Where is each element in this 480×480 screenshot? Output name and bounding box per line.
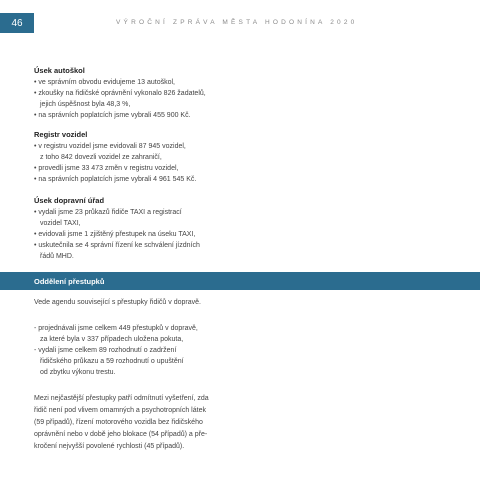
list-item: - projednávali jsme celkem 449 přestupků v dopravě,: [34, 325, 198, 332]
paragraph-line: (59 případů), řízení motorového vozidla bez řidičského: [34, 419, 203, 426]
bullet-line: vozidel TAXI,: [40, 220, 81, 227]
paragraph-line: oprávnění nebo v době jeho blokace (54 případů) a pře-: [34, 431, 208, 438]
bullet-line: • provedli jsme 33 473 změn v registru vozidel,: [34, 165, 179, 172]
running-header: VÝROČNÍ ZPRÁVA MĚSTA HODONÍNA 2020: [116, 19, 358, 26]
bullet-line: • zkoušky na řidičské oprávnění vykonalo 826 žadatelů,: [34, 90, 206, 97]
bullet-line: • uskutečnila se 4 správní řízení ke schválení jízdních: [34, 242, 200, 249]
paragraph-line: kročení nejvyšší povolené rychlosti (45 případů).: [34, 443, 185, 450]
section-heading-autoskol: Úsek autoškol: [34, 66, 85, 75]
bullet-line: z toho 842 dovezli vozidel ze zahraničí,: [40, 154, 162, 161]
section-band-title: Oddělení přestupků: [34, 277, 105, 286]
list-item: za které byla v 337 případech uložena pokuta,: [40, 336, 184, 343]
list-item: od zbytku výkonu trestu.: [40, 369, 116, 376]
bullet-line: • na správních poplatcích jsme vybrali 4 961 545 Kč.: [34, 176, 197, 183]
paragraph-line: Mezi nejčastější přestupky patří odmítnutí vyšetření, zda: [34, 395, 209, 402]
intro-text: Vede agendu související s přestupky řidičů v dopravě.: [34, 299, 201, 306]
bullet-line: • na správních poplatcích jsme vybrali 455 900 Kč.: [34, 112, 191, 119]
bullet-line: • vydali jsme 23 průkazů řidiče TAXI a registrací: [34, 209, 182, 216]
section-heading-dopravni: Úsek dopravní úřad: [34, 196, 105, 205]
bullet-line: řádů MHD.: [40, 253, 74, 260]
section-heading-registr: Registr vozidel: [34, 130, 88, 139]
list-item: řidičského průkazu a 59 rozhodnutí o upuštění: [40, 358, 184, 365]
page-number: 46: [0, 13, 34, 33]
bullet-line: jejich úspěšnost byla 48,3 %,: [40, 101, 131, 108]
bullet-line: • ve správním obvodu evidujeme 13 autoškol,: [34, 79, 175, 86]
paragraph-line: řidič není pod vlivem omamných a psychotropních látek: [34, 407, 206, 414]
list-item: - vydali jsme celkem 89 rozhodnutí o zadržení: [34, 347, 177, 354]
bullet-line: • v registru vozidel jsme evidovali 87 945 vozidel,: [34, 143, 186, 150]
bullet-line: • evidovali jsme 1 zjištěný přestupek na úseku TAXI,: [34, 231, 196, 238]
